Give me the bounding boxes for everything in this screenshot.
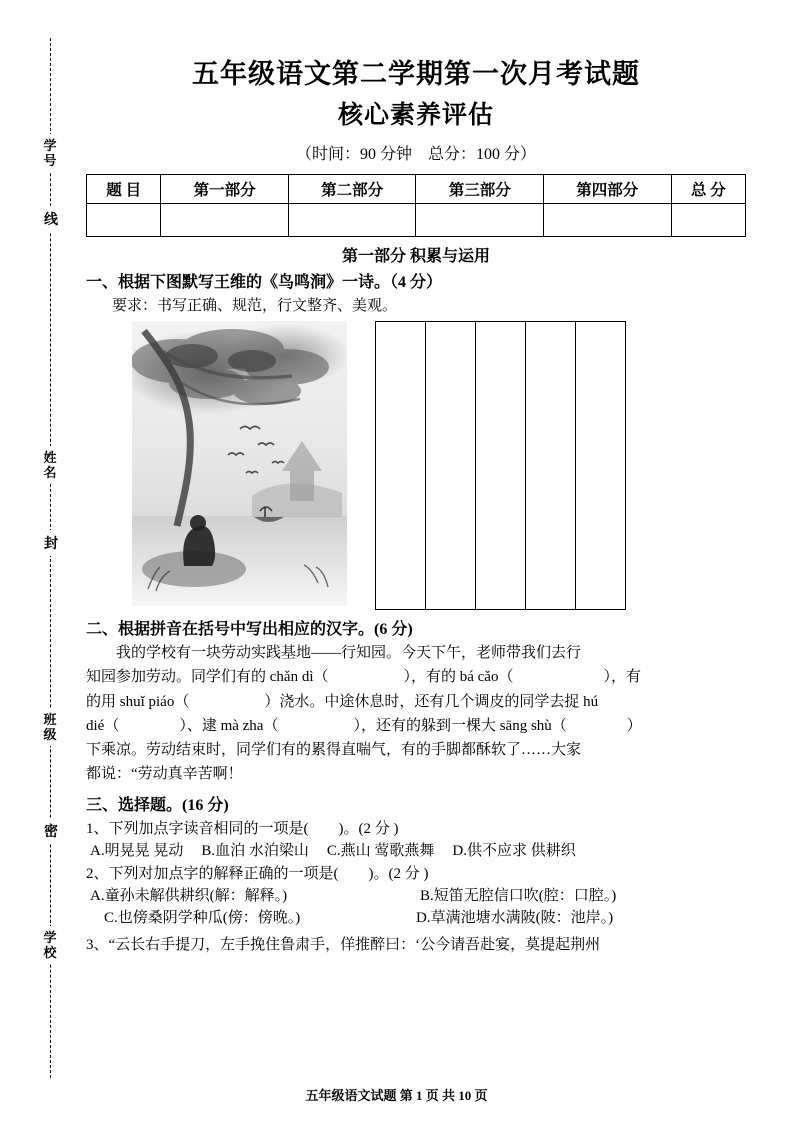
question-2-heading: 二、根据拼音在括号中写出相应的汉字。(6 分) bbox=[86, 621, 413, 638]
question-1-requirement: 要求：书写正确、规范，行文整齐、美观。 bbox=[112, 298, 398, 314]
question-2-passage bbox=[86, 641, 746, 787]
question-3-2-options-row1 bbox=[90, 884, 746, 905]
score-table-header-row bbox=[87, 175, 746, 204]
score-header-cell: 第二部分 bbox=[288, 175, 416, 204]
option-d[interactable]: D.草满池塘水满陂(陂：池岸。) bbox=[416, 909, 614, 926]
poem-writing-column[interactable] bbox=[576, 322, 626, 610]
binding-dashed-line bbox=[50, 38, 51, 1078]
passage-line: 我的学校有一块劳动实践基地——行知园。今天下午，老师带我们去行 bbox=[116, 645, 582, 661]
poem-writing-column[interactable] bbox=[426, 322, 476, 610]
option-b[interactable]: B.血泊 水泊梁山 bbox=[201, 842, 309, 859]
passage-line: 的用 shuǐ piáo（ ）浇水。中途休息时，还有几个调皮的同学去捉 hú bbox=[86, 693, 599, 710]
question-3-2-options-row2 bbox=[104, 906, 746, 927]
page-title: 五年级语文第二学期第一次月考试题 bbox=[192, 59, 640, 89]
part-one-heading: 第一部分 积累与运用 bbox=[341, 248, 490, 265]
question-3-2-stem: 2、下列对加点字的解释正确的一项是( )。(2 分 ) bbox=[86, 865, 429, 882]
question-3-1-options bbox=[90, 839, 746, 860]
ink-painting-image bbox=[132, 321, 347, 606]
poem-writing-grid[interactable] bbox=[375, 321, 626, 610]
score-header-cell: 第一部分 bbox=[161, 175, 289, 204]
score-value-cell[interactable] bbox=[544, 204, 672, 237]
option-a[interactable]: A.童孙未解供耕织(解：解释。) bbox=[90, 887, 288, 904]
passage-line: dié（ ）、逮 mà zha（ ），还有的躲到一棵大 sāng shù（ ） bbox=[86, 717, 642, 734]
question-3-3-stem: 3、“云长右手提刀，左手挽住鲁肃手，佯推醉曰：‘公今请吾赴宴，莫提起荆州 bbox=[86, 936, 601, 953]
binding-seal-feng: 封 bbox=[36, 530, 66, 556]
poem-writing-column[interactable] bbox=[526, 322, 576, 610]
option-b[interactable]: B.短笛无腔信口吹(腔：口腔。) bbox=[420, 887, 617, 904]
poem-writing-grid-row bbox=[376, 322, 626, 610]
score-value-cell[interactable] bbox=[161, 204, 289, 237]
passage-line: 知园参加劳动。同学们有的 chǎn dì（ ），有的 bá cǎo（ ），有 bbox=[86, 669, 641, 686]
binding-strip bbox=[34, 38, 68, 1078]
score-table-value-row bbox=[87, 204, 746, 237]
question-1-heading: 一、根据下图默写王维的《鸟鸣涧》一诗。（4 分） bbox=[86, 274, 443, 291]
option-d[interactable]: D.供不应求 供耕织 bbox=[452, 842, 576, 859]
score-value-cell[interactable] bbox=[288, 204, 416, 237]
score-header-cell: 第四部分 bbox=[544, 175, 672, 204]
option-c[interactable]: C.燕山 莺歌燕舞 bbox=[326, 842, 435, 859]
exam-paper-body bbox=[86, 36, 746, 955]
passage-line: 都说：“劳动真辛苦啊！ bbox=[86, 766, 243, 783]
poem-writing-column[interactable] bbox=[376, 322, 426, 610]
time-and-score-line: （时间：90 分钟 总分：100 分） bbox=[295, 146, 536, 163]
score-header-cell: 第三部分 bbox=[416, 175, 544, 204]
page-subtitle: 核心素养评估 bbox=[337, 102, 494, 129]
question-3-1-stem: 1、下列加点字读音相同的一项是( )。(2 分 ) bbox=[86, 820, 399, 837]
binding-seal-line: 线 bbox=[36, 206, 66, 232]
score-header-cell: 题 目 bbox=[87, 175, 161, 204]
page-footer: 五年级语文试题 第 1 页 共 10 页 bbox=[305, 1088, 488, 1103]
score-header-cell: 总 分 bbox=[671, 175, 745, 204]
score-value-cell[interactable] bbox=[87, 204, 161, 237]
score-table bbox=[86, 174, 746, 237]
binding-label-class: 班 级 bbox=[36, 708, 66, 746]
binding-seal-mi: 密 bbox=[36, 818, 66, 844]
question-3-heading: 三、选择题。(16 分) bbox=[86, 796, 229, 814]
binding-label-student-id: 学 号 bbox=[36, 134, 66, 172]
option-c[interactable]: C.也傍桑阴学种瓜(傍：傍晚。) bbox=[104, 909, 301, 926]
binding-label-school: 学 校 bbox=[36, 926, 66, 964]
score-value-cell[interactable] bbox=[671, 204, 745, 237]
poem-writing-column[interactable] bbox=[476, 322, 526, 610]
passage-line: 下乘凉。劳动结束时，同学们有的累得直喘气，有的手脚都酥软了……大家 bbox=[86, 742, 582, 759]
score-value-cell[interactable] bbox=[416, 204, 544, 237]
question-1-content-row bbox=[132, 321, 746, 610]
option-a[interactable]: A.明晃晃 晃动 bbox=[90, 842, 184, 859]
binding-label-name: 姓 名 bbox=[36, 446, 66, 484]
